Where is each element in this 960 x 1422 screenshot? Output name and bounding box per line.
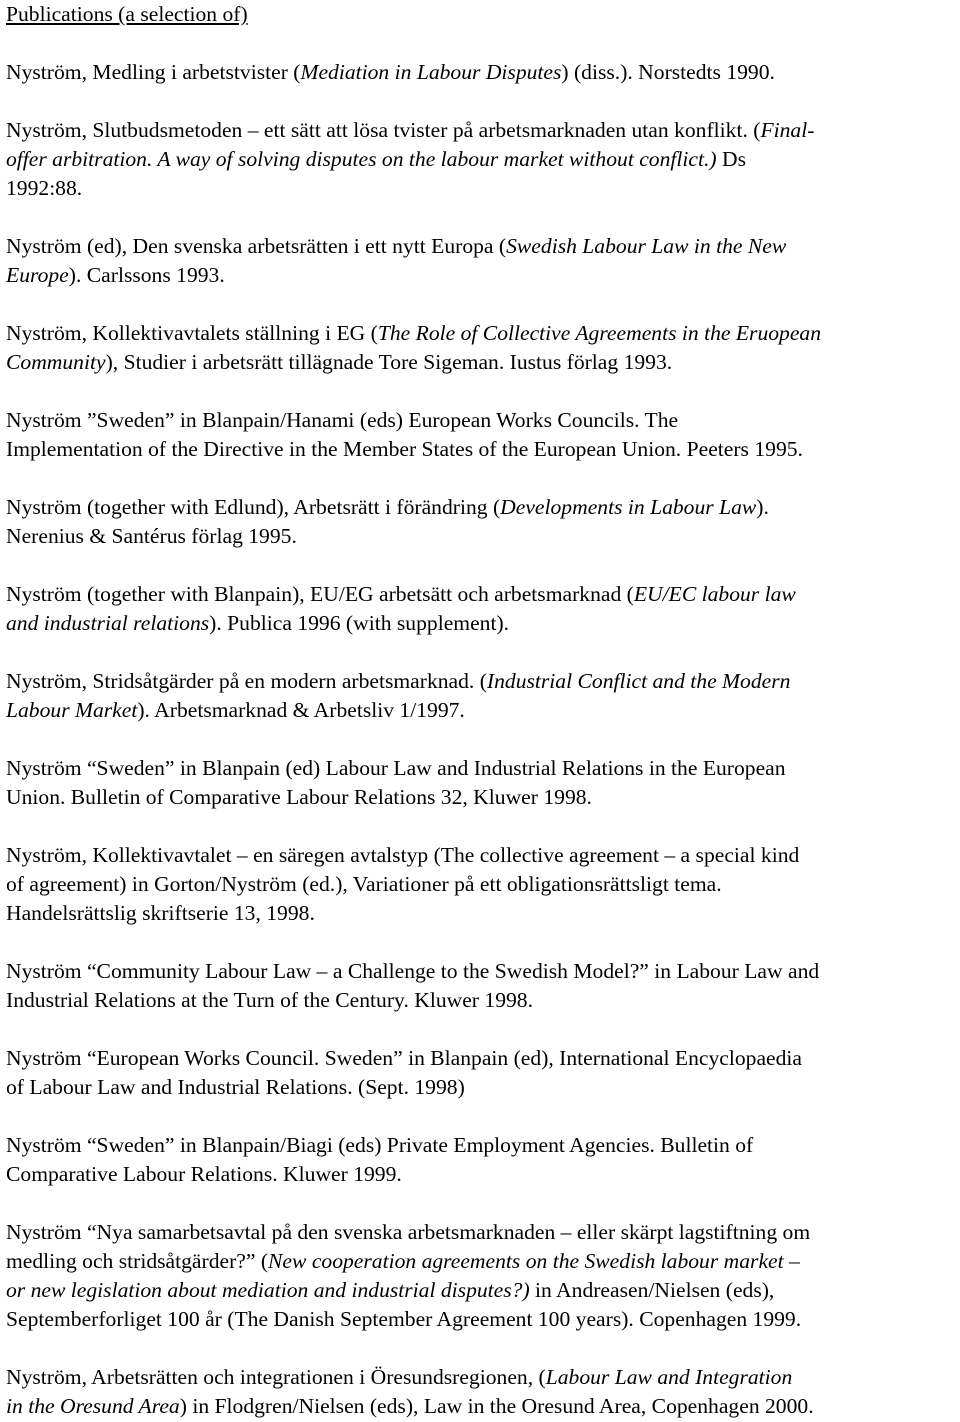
- publication-entry: [6, 406, 960, 464]
- publication-entry: [6, 580, 960, 638]
- text-segment: Nyström ”Sweden” in Blanpain/Hanami (eds) European Works Councils. The: [6, 408, 679, 432]
- text-segment: medling och stridsåtgärder?” (: [6, 1249, 269, 1273]
- text-segment: Nyström “Nya samarbetsavtal på den svenska arbetsmarknaden – eller skärpt lagstiftning om: [6, 1220, 811, 1244]
- text-segment: Nyström, Arbetsrätten och integrationen i Öresundsregionen, (: [6, 1365, 546, 1389]
- text-segment: Nyström, Medling i arbetstvister (: [6, 60, 301, 84]
- text-segment: Ds: [716, 147, 746, 171]
- entry-line: [6, 1305, 960, 1334]
- entry-line: [6, 580, 960, 609]
- text-segment: Nerenius & Santérus förlag 1995.: [6, 524, 297, 548]
- text-segment: Nyström “Community Labour Law – a Challenge to the Swedish Model?” in Labour Law and: [6, 959, 820, 983]
- publication-entry: [6, 1044, 960, 1102]
- entry-line: [6, 1247, 960, 1276]
- entry-line: [6, 1044, 960, 1073]
- italic-text: The Role of Collective Agreements in the Eruopean: [377, 321, 822, 345]
- text-segment: ) in Flodgren/Nielsen (eds), Law in the Oresund Area, Copenhagen 2000.: [179, 1394, 814, 1418]
- text-segment: Nyström (ed), Den svenska arbetsrätten i ett nytt Europa (: [6, 234, 507, 258]
- italic-text: Community: [6, 350, 106, 374]
- publication-entry: [6, 841, 960, 928]
- entry-line: [6, 609, 960, 638]
- text-segment: Nyström (together with Edlund), Arbetsrätt i förändring (: [6, 495, 501, 519]
- publication-entry: [6, 1218, 960, 1334]
- entry-line: [6, 174, 960, 203]
- entry-line: [6, 957, 960, 986]
- text-segment: Industrial Relations at the Turn of the Century. Kluwer 1998.: [6, 988, 533, 1012]
- italic-text: or new legislation about mediation and industrial disputes?): [6, 1278, 530, 1302]
- text-segment: Nyström “Sweden” in Blanpain/Biagi (eds) Private Employment Agencies. Bulletin of: [6, 1133, 754, 1157]
- publication-entry: [6, 232, 960, 290]
- publication-entry: [6, 1131, 960, 1189]
- publication-list: [6, 58, 960, 1421]
- italic-text: Labour Market: [6, 698, 138, 722]
- entry-line: [6, 696, 960, 725]
- italic-text: New cooperation agreements on the Swedish labour market –: [268, 1249, 800, 1273]
- text-segment: Nyström (together with Blanpain), EU/EG arbetsätt och arbetsmarknad (: [6, 582, 634, 606]
- entry-line: [6, 783, 960, 812]
- text-segment: ). Arbetsmarknad & Arbetsliv 1/1997.: [137, 698, 465, 722]
- publication-entry: [6, 667, 960, 725]
- italic-text: and industrial relations: [6, 611, 210, 635]
- entry-line: [6, 899, 960, 928]
- text-segment: ), Studier i arbetsrätt tillägnade Tore Sigeman. Iustus förlag 1993.: [105, 350, 673, 374]
- text-segment: ). Carlssons 1993.: [68, 263, 225, 287]
- entry-line: [6, 667, 960, 696]
- italic-text: Industrial Conflict and the Modern: [486, 669, 791, 693]
- entry-line: [6, 406, 960, 435]
- text-segment: 1992:88.: [6, 176, 83, 200]
- entry-line: [6, 1276, 960, 1305]
- entry-line: [6, 986, 960, 1015]
- text-segment: Septemberforliget 100 år (The Danish September Agreement 100 years). Copenhagen 1999.: [6, 1307, 802, 1331]
- publication-entry: [6, 319, 960, 377]
- italic-text: Labour Law and Integration: [545, 1365, 793, 1389]
- entry-line: [6, 145, 960, 174]
- entry-line: [6, 319, 960, 348]
- entry-line: [6, 754, 960, 783]
- text-segment: ).: [756, 495, 769, 519]
- text-segment: of agreement) in Gorton/Nyström (ed.), Variationer på ett obligationsrättsligt tema.: [6, 872, 722, 896]
- text-segment: Handelsrättslig skriftserie 13, 1998.: [6, 901, 315, 925]
- text-segment: Nyström “Sweden” in Blanpain (ed) Labour Law and Industrial Relations in the European: [6, 756, 786, 780]
- publication-entry: [6, 493, 960, 551]
- entry-line: [6, 232, 960, 261]
- italic-text: EU/EC labour law: [633, 582, 796, 606]
- text-segment: Nyström, Kollektivavtalet – en säregen avtalstyp (The collective agreement – a special kind: [6, 843, 800, 867]
- text-segment: Nyström, Kollektivavtalets ställning i EG (: [6, 321, 378, 345]
- text-segment: Union. Bulletin of Comparative Labour Relations 32, Kluwer 1998.: [6, 785, 592, 809]
- text-segment: Nyström, Stridsåtgärder på en modern arbetsmarknad. (: [6, 669, 487, 693]
- text-segment: Comparative Labour Relations. Kluwer 1999.: [6, 1162, 402, 1186]
- entry-line: [6, 1392, 960, 1421]
- entry-line: [6, 1160, 960, 1189]
- publication-entry: [6, 58, 960, 87]
- text-segment: of Labour Law and Industrial Relations. (Sept. 1998): [6, 1075, 465, 1099]
- publication-entry: [6, 1363, 960, 1421]
- italic-text: in the Oresund Area: [6, 1394, 180, 1418]
- italic-text: Europe: [6, 263, 69, 287]
- entry-line: [6, 1131, 960, 1160]
- entry-line: [6, 1363, 960, 1392]
- text-segment: Implementation of the Directive in the Member States of the European Union. Peeters 1995.: [6, 437, 803, 461]
- entry-line: [6, 58, 960, 87]
- italic-text: offer arbitration. A way of solving disputes on the labour market without conflict.): [6, 147, 717, 171]
- entry-line: [6, 1073, 960, 1102]
- entry-line: [6, 870, 960, 899]
- text-segment: Nyström “European Works Council. Sweden” in Blanpain (ed), International Encyclopaedia: [6, 1046, 802, 1070]
- italic-text: Final-: [760, 118, 815, 142]
- entry-line: [6, 841, 960, 870]
- entry-line: [6, 1218, 960, 1247]
- publication-entry: [6, 116, 960, 203]
- entry-line: [6, 261, 960, 290]
- publication-entry: [6, 754, 960, 812]
- text-segment: ). Publica 1996 (with supplement).: [209, 611, 510, 635]
- entry-line: [6, 348, 960, 377]
- entry-line: [6, 116, 960, 145]
- entry-line: [6, 493, 960, 522]
- text-segment: Nyström, Slutbudsmetoden – ett sätt att lösa tvister på arbetsmarknaden utan konflikt. (: [6, 118, 761, 142]
- text-segment: ) (diss.). Norstedts 1990.: [561, 60, 775, 84]
- italic-text: Swedish Labour Law in the New: [506, 234, 787, 258]
- text-segment: in Andreasen/Nielsen (eds),: [529, 1278, 775, 1302]
- publication-entry: [6, 957, 960, 1015]
- italic-text: Mediation in Labour Disputes: [300, 60, 562, 84]
- entry-line: [6, 522, 960, 551]
- italic-text: Developments in Labour Law: [500, 495, 757, 519]
- entry-line: [6, 435, 960, 464]
- section-heading: Publications (a selection of): [6, 2, 248, 26]
